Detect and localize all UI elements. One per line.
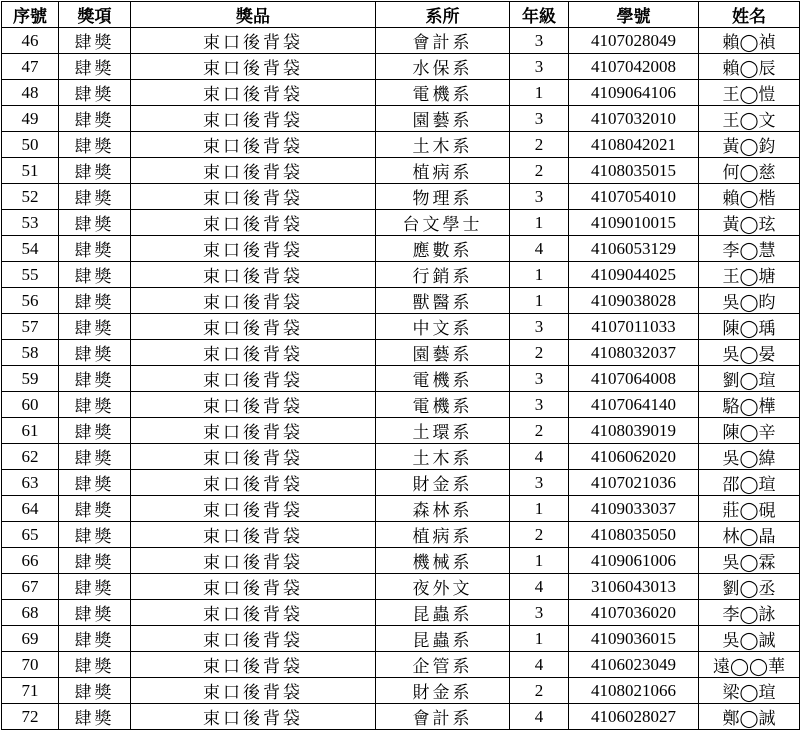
grade-cell: 2 <box>510 158 569 184</box>
grade-cell: 2 <box>510 340 569 366</box>
table-row <box>2 600 800 626</box>
prize-cell: 束口後背袋 <box>131 548 376 574</box>
serial-number-cell: 71 <box>2 678 59 704</box>
serial-number-cell: 69 <box>2 626 59 652</box>
department-cell: 園藝系 <box>376 340 510 366</box>
table-body <box>2 28 800 730</box>
grade-cell: 3 <box>510 28 569 54</box>
prize-cell: 束口後背袋 <box>131 496 376 522</box>
serial-number-cell: 52 <box>2 184 59 210</box>
table-row <box>2 314 800 340</box>
grade-cell: 3 <box>510 470 569 496</box>
serial-number-cell: 48 <box>2 80 59 106</box>
grade-cell: 2 <box>510 418 569 444</box>
department-cell: 企管系 <box>376 652 510 678</box>
grade-cell: 1 <box>510 626 569 652</box>
student-id-cell: 4107032010 <box>569 106 699 132</box>
name-cell: 賴◯楷 <box>699 184 800 210</box>
award-cell: 肆獎 <box>59 470 131 496</box>
serial-number-cell: 66 <box>2 548 59 574</box>
prize-cell: 束口後背袋 <box>131 366 376 392</box>
award-cell: 肆獎 <box>59 288 131 314</box>
serial-number-cell: 56 <box>2 288 59 314</box>
grade-cell: 3 <box>510 54 569 80</box>
prize-cell: 束口後背袋 <box>131 80 376 106</box>
name-cell: 吳◯緯 <box>699 444 800 470</box>
table-row <box>2 54 800 80</box>
student-id-cell: 4109010015 <box>569 210 699 236</box>
name-cell: 莊◯硯 <box>699 496 800 522</box>
name-cell: 陳◯瑀 <box>699 314 800 340</box>
name-cell: 邵◯瑄 <box>699 470 800 496</box>
award-cell: 肆獎 <box>59 600 131 626</box>
name-cell: 賴◯辰 <box>699 54 800 80</box>
student-id-cell: 4109061006 <box>569 548 699 574</box>
serial-number-cell: 63 <box>2 470 59 496</box>
prize-cell: 束口後背袋 <box>131 236 376 262</box>
grade-cell: 1 <box>510 288 569 314</box>
student-id-cell: 4106062020 <box>569 444 699 470</box>
grade-cell: 3 <box>510 106 569 132</box>
grade-cell: 3 <box>510 366 569 392</box>
table-row <box>2 574 800 600</box>
department-cell: 電機系 <box>376 392 510 418</box>
award-cell: 肆獎 <box>59 28 131 54</box>
award-cell: 肆獎 <box>59 548 131 574</box>
prize-cell: 束口後背袋 <box>131 626 376 652</box>
award-cell: 肆獎 <box>59 106 131 132</box>
department-cell: 土環系 <box>376 418 510 444</box>
award-cell: 肆獎 <box>59 210 131 236</box>
serial-number-cell: 72 <box>2 704 59 730</box>
department-cell: 會計系 <box>376 704 510 730</box>
award-cell: 肆獎 <box>59 522 131 548</box>
award-cell: 肆獎 <box>59 236 131 262</box>
prize-cell: 束口後背袋 <box>131 340 376 366</box>
serial-number-cell: 59 <box>2 366 59 392</box>
department-cell: 行銷系 <box>376 262 510 288</box>
department-cell: 植病系 <box>376 158 510 184</box>
name-cell: 陳◯辛 <box>699 418 800 444</box>
student-id-cell: 4108039019 <box>569 418 699 444</box>
award-cell: 肆獎 <box>59 704 131 730</box>
name-cell: 賴◯禎 <box>699 28 800 54</box>
student-id-cell: 4108035015 <box>569 158 699 184</box>
student-id-cell: 4107011033 <box>569 314 699 340</box>
student-id-cell: 4109038028 <box>569 288 699 314</box>
student-id-cell: 4109044025 <box>569 262 699 288</box>
serial-number-cell: 68 <box>2 600 59 626</box>
award-cell: 肆獎 <box>59 184 131 210</box>
student-id-cell: 4107054010 <box>569 184 699 210</box>
prize-cell: 束口後背袋 <box>131 262 376 288</box>
student-id-cell: 3106043013 <box>569 574 699 600</box>
header-prize: 獎品 <box>131 2 376 28</box>
student-id-cell: 4108032037 <box>569 340 699 366</box>
name-cell: 吳◯誠 <box>699 626 800 652</box>
table-row <box>2 106 800 132</box>
prize-cell: 束口後背袋 <box>131 574 376 600</box>
table-row <box>2 496 800 522</box>
department-cell: 植病系 <box>376 522 510 548</box>
serial-number-cell: 50 <box>2 132 59 158</box>
serial-number-cell: 54 <box>2 236 59 262</box>
student-id-cell: 4107028049 <box>569 28 699 54</box>
grade-cell: 4 <box>510 236 569 262</box>
header-award: 獎項 <box>59 2 131 28</box>
award-cell: 肆獎 <box>59 444 131 470</box>
serial-number-cell: 67 <box>2 574 59 600</box>
student-id-cell: 4109036015 <box>569 626 699 652</box>
prize-cell: 束口後背袋 <box>131 28 376 54</box>
department-cell: 園藝系 <box>376 106 510 132</box>
winners-table <box>1 1 800 730</box>
department-cell: 電機系 <box>376 366 510 392</box>
table-row <box>2 678 800 704</box>
grade-cell: 2 <box>510 522 569 548</box>
student-id-cell: 4107036020 <box>569 600 699 626</box>
department-cell: 財金系 <box>376 470 510 496</box>
name-cell: 王◯塘 <box>699 262 800 288</box>
table-row <box>2 392 800 418</box>
department-cell: 中文系 <box>376 314 510 340</box>
department-cell: 夜外文 <box>376 574 510 600</box>
prize-cell: 束口後背袋 <box>131 158 376 184</box>
header-department: 系所 <box>376 2 510 28</box>
department-cell: 物理系 <box>376 184 510 210</box>
name-cell: 王◯文 <box>699 106 800 132</box>
serial-number-cell: 62 <box>2 444 59 470</box>
table-row <box>2 548 800 574</box>
student-id-cell: 4106028027 <box>569 704 699 730</box>
name-cell: 劉◯丞 <box>699 574 800 600</box>
serial-number-cell: 70 <box>2 652 59 678</box>
prize-cell: 束口後背袋 <box>131 54 376 80</box>
serial-number-cell: 49 <box>2 106 59 132</box>
name-cell: 鄭◯誠 <box>699 704 800 730</box>
department-cell: 昆蟲系 <box>376 600 510 626</box>
grade-cell: 3 <box>510 392 569 418</box>
prize-cell: 束口後背袋 <box>131 314 376 340</box>
prize-cell: 束口後背袋 <box>131 704 376 730</box>
award-cell: 肆獎 <box>59 158 131 184</box>
name-cell: 李◯慧 <box>699 236 800 262</box>
student-id-cell: 4108042021 <box>569 132 699 158</box>
prize-cell: 束口後背袋 <box>131 678 376 704</box>
prize-cell: 束口後背袋 <box>131 288 376 314</box>
award-cell: 肆獎 <box>59 340 131 366</box>
student-id-cell: 4107021036 <box>569 470 699 496</box>
prize-cell: 束口後背袋 <box>131 444 376 470</box>
student-id-cell: 4107064008 <box>569 366 699 392</box>
department-cell: 台文學士 <box>376 210 510 236</box>
header-name: 姓名 <box>699 2 800 28</box>
table-row <box>2 210 800 236</box>
department-cell: 會計系 <box>376 28 510 54</box>
grade-cell: 3 <box>510 184 569 210</box>
serial-number-cell: 60 <box>2 392 59 418</box>
table-header <box>2 2 800 28</box>
student-id-cell: 4106053129 <box>569 236 699 262</box>
name-cell: 駱◯樺 <box>699 392 800 418</box>
grade-cell: 4 <box>510 574 569 600</box>
name-cell: 吳◯霖 <box>699 548 800 574</box>
student-id-cell: 4108035050 <box>569 522 699 548</box>
department-cell: 機械系 <box>376 548 510 574</box>
header-student-id: 學號 <box>569 2 699 28</box>
name-cell: 黃◯玹 <box>699 210 800 236</box>
award-cell: 肆獎 <box>59 262 131 288</box>
table-row <box>2 28 800 54</box>
department-cell: 應數系 <box>376 236 510 262</box>
prize-cell: 束口後背袋 <box>131 600 376 626</box>
prize-cell: 束口後背袋 <box>131 132 376 158</box>
table-row <box>2 80 800 106</box>
serial-number-cell: 64 <box>2 496 59 522</box>
award-cell: 肆獎 <box>59 574 131 600</box>
grade-cell: 1 <box>510 262 569 288</box>
table-row <box>2 444 800 470</box>
student-id-cell: 4107064140 <box>569 392 699 418</box>
serial-number-cell: 55 <box>2 262 59 288</box>
award-cell: 肆獎 <box>59 80 131 106</box>
table-row <box>2 652 800 678</box>
grade-cell: 3 <box>510 600 569 626</box>
prize-cell: 束口後背袋 <box>131 470 376 496</box>
table-row <box>2 262 800 288</box>
department-cell: 森林系 <box>376 496 510 522</box>
prize-cell: 束口後背袋 <box>131 522 376 548</box>
header-row <box>2 2 800 28</box>
table-row <box>2 366 800 392</box>
serial-number-cell: 53 <box>2 210 59 236</box>
name-cell: 林◯晶 <box>699 522 800 548</box>
serial-number-cell: 57 <box>2 314 59 340</box>
award-cell: 肆獎 <box>59 418 131 444</box>
header-grade: 年級 <box>510 2 569 28</box>
prize-cell: 束口後背袋 <box>131 184 376 210</box>
name-cell: 何◯慈 <box>699 158 800 184</box>
table-row <box>2 626 800 652</box>
name-cell: 梁◯瑄 <box>699 678 800 704</box>
award-cell: 肆獎 <box>59 626 131 652</box>
table-row <box>2 184 800 210</box>
name-cell: 吳◯晏 <box>699 340 800 366</box>
award-cell: 肆獎 <box>59 314 131 340</box>
serial-number-cell: 58 <box>2 340 59 366</box>
table-row <box>2 418 800 444</box>
grade-cell: 3 <box>510 314 569 340</box>
department-cell: 水保系 <box>376 54 510 80</box>
department-cell: 獸醫系 <box>376 288 510 314</box>
table-row <box>2 158 800 184</box>
serial-number-cell: 51 <box>2 158 59 184</box>
grade-cell: 4 <box>510 444 569 470</box>
grade-cell: 4 <box>510 704 569 730</box>
department-cell: 電機系 <box>376 80 510 106</box>
name-cell: 吳◯昀 <box>699 288 800 314</box>
header-serial-number: 序號 <box>2 2 59 28</box>
grade-cell: 2 <box>510 132 569 158</box>
award-cell: 肆獎 <box>59 652 131 678</box>
serial-number-cell: 61 <box>2 418 59 444</box>
prize-cell: 束口後背袋 <box>131 418 376 444</box>
department-cell: 財金系 <box>376 678 510 704</box>
award-cell: 肆獎 <box>59 54 131 80</box>
grade-cell: 4 <box>510 652 569 678</box>
prize-cell: 束口後背袋 <box>131 652 376 678</box>
table-row <box>2 340 800 366</box>
table-row <box>2 288 800 314</box>
name-cell: 劉◯瑄 <box>699 366 800 392</box>
name-cell: 王◯愷 <box>699 80 800 106</box>
award-cell: 肆獎 <box>59 132 131 158</box>
student-id-cell: 4107042008 <box>569 54 699 80</box>
serial-number-cell: 47 <box>2 54 59 80</box>
department-cell: 土木系 <box>376 444 510 470</box>
table-row <box>2 132 800 158</box>
grade-cell: 1 <box>510 548 569 574</box>
award-cell: 肆獎 <box>59 678 131 704</box>
serial-number-cell: 46 <box>2 28 59 54</box>
name-cell: 李◯詠 <box>699 600 800 626</box>
name-cell: 遠◯◯華 <box>699 652 800 678</box>
award-cell: 肆獎 <box>59 496 131 522</box>
student-id-cell: 4108021066 <box>569 678 699 704</box>
grade-cell: 1 <box>510 210 569 236</box>
student-id-cell: 4106023049 <box>569 652 699 678</box>
award-cell: 肆獎 <box>59 392 131 418</box>
award-cell: 肆獎 <box>59 366 131 392</box>
grade-cell: 1 <box>510 80 569 106</box>
table-row <box>2 236 800 262</box>
grade-cell: 1 <box>510 496 569 522</box>
student-id-cell: 4109033037 <box>569 496 699 522</box>
prize-cell: 束口後背袋 <box>131 210 376 236</box>
grade-cell: 2 <box>510 678 569 704</box>
prize-cell: 束口後背袋 <box>131 106 376 132</box>
serial-number-cell: 65 <box>2 522 59 548</box>
department-cell: 昆蟲系 <box>376 626 510 652</box>
department-cell: 土木系 <box>376 132 510 158</box>
prize-cell: 束口後背袋 <box>131 392 376 418</box>
table-row <box>2 522 800 548</box>
name-cell: 黃◯鈞 <box>699 132 800 158</box>
table-row <box>2 470 800 496</box>
student-id-cell: 4109064106 <box>569 80 699 106</box>
